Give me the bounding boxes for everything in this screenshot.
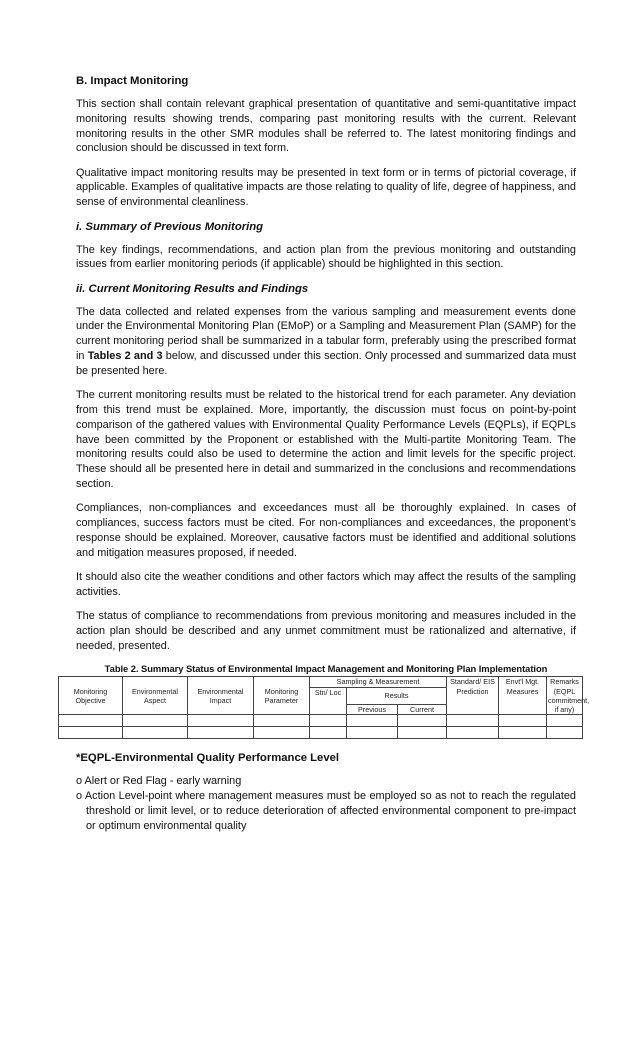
paragraph: Qualitative impact monitoring results may be presented in text form or in terms of pictorial coverage, if applicable. Examples of qualitative impacts are those relating to quality of life, degree of happiness, and sense of environmental cleanliness. <box>76 166 576 209</box>
subsection-title: ii. Current Monitoring Results and Findings <box>76 282 309 295</box>
header-current: Current <box>398 705 447 715</box>
table-row <box>59 727 583 739</box>
header-impact: Environmental Impact <box>188 677 254 715</box>
header-results: Results <box>347 687 447 704</box>
note-item: o Alert or Red Flag - early warning <box>76 775 242 788</box>
table-row <box>59 715 583 727</box>
document-page <box>73 74 590 833</box>
bold-reference: Tables 2 and 3 <box>87 350 163 363</box>
paragraph: The key findings, recommendations, and action plan from the previous monitoring and outstanding issues from earlier monitoring periods (if applicable) should be highlighted in this section. <box>76 243 576 271</box>
paragraph: This section shall contain relevant graphical presentation of quantitative and semi-quantitative impact monitoring results showing trends, comparing past monitoring results with the current. Relevant monitoring results in the other SMR modules shall be referred to. The latest monitoring findings and conclusion should be discussed in text form. <box>76 98 576 155</box>
paragraph: The current monitoring results must be related to the historical trend for each parameter. Any deviation from this trend must be explained. More, importantly, the discussion must focus on point-by-point comparison of the gathered values with Environmental Quality Performance Levels (EQPLs), if EQPLs have been committed by the Proponent or established with the Multi-partite Monitoring Team. The monitoring results could also be used to determine the action and limit levels for the specific project. These should all be presented here in detail and summarized in the conclusions and recommendations section. <box>76 389 576 490</box>
header-remarks: Remarks (EQPL commitment, if any) <box>548 677 590 715</box>
header-parameter: Monitoring Parameter <box>254 677 310 715</box>
paragraph: The data collected and related expenses from the various sampling and measurement events done under the Environmental Monitoring Plan (EMoP) or a Sampling and Measurement Plan (SAMP) for the current monitoring period shall be summarized in a tabular form, preferably using the prescribed format in Tables 2 and 3 below, and discussed under this section. Only processed and summarized data must be presented here. <box>76 305 576 377</box>
header-objective: Monitoring Objective <box>59 677 123 715</box>
header-aspect: Environmental Aspect <box>123 677 188 715</box>
header-previous: Previous <box>347 705 398 715</box>
paragraph: Compliances, non-compliances and exceedances must all be thoroughly explained. In cases of compliances, success factors must be cited. For non-compliances and exceedances, the proponent’s response should be explained. Moreover, causative factors must be identified and additional solutions and mitigation measures proposed, if needed. <box>76 502 576 559</box>
header-mgt-measures: Envt'l Mgt. Measures <box>499 677 547 715</box>
paragraph: It should also cite the weather conditions and other factors which may affect the results of the sampling activities. <box>76 570 576 598</box>
section-title: B. Impact Monitoring <box>76 75 189 87</box>
note-item: o Action Level-point where management measures must be employed so as not to reach the regulated threshold or limit level, or to reduce deterioration of affected environmental component to pre-impact or optimum environmental quality <box>76 790 576 832</box>
header-stn-loc: Stn/ Loc <box>310 687 347 715</box>
summary-table <box>58 676 590 739</box>
header-standard: Standard/ EIS Prediction <box>447 677 499 715</box>
subsection-title: i. Summary of Previous Monitoring <box>76 220 264 233</box>
table-caption: Table 2. Summary Status of Environmental Impact Management and Monitoring Plan Implementation <box>104 663 548 675</box>
paragraph: The status of compliance to recommendations from previous monitoring and measures included in the action plan should be described and any unmet commitment must be rationalized and alternative, if needed, presented. <box>76 610 576 652</box>
header-sampling: Sampling & Measurement <box>310 677 447 687</box>
note-title: *EQPL-Environmental Quality Performance Level <box>76 752 340 765</box>
